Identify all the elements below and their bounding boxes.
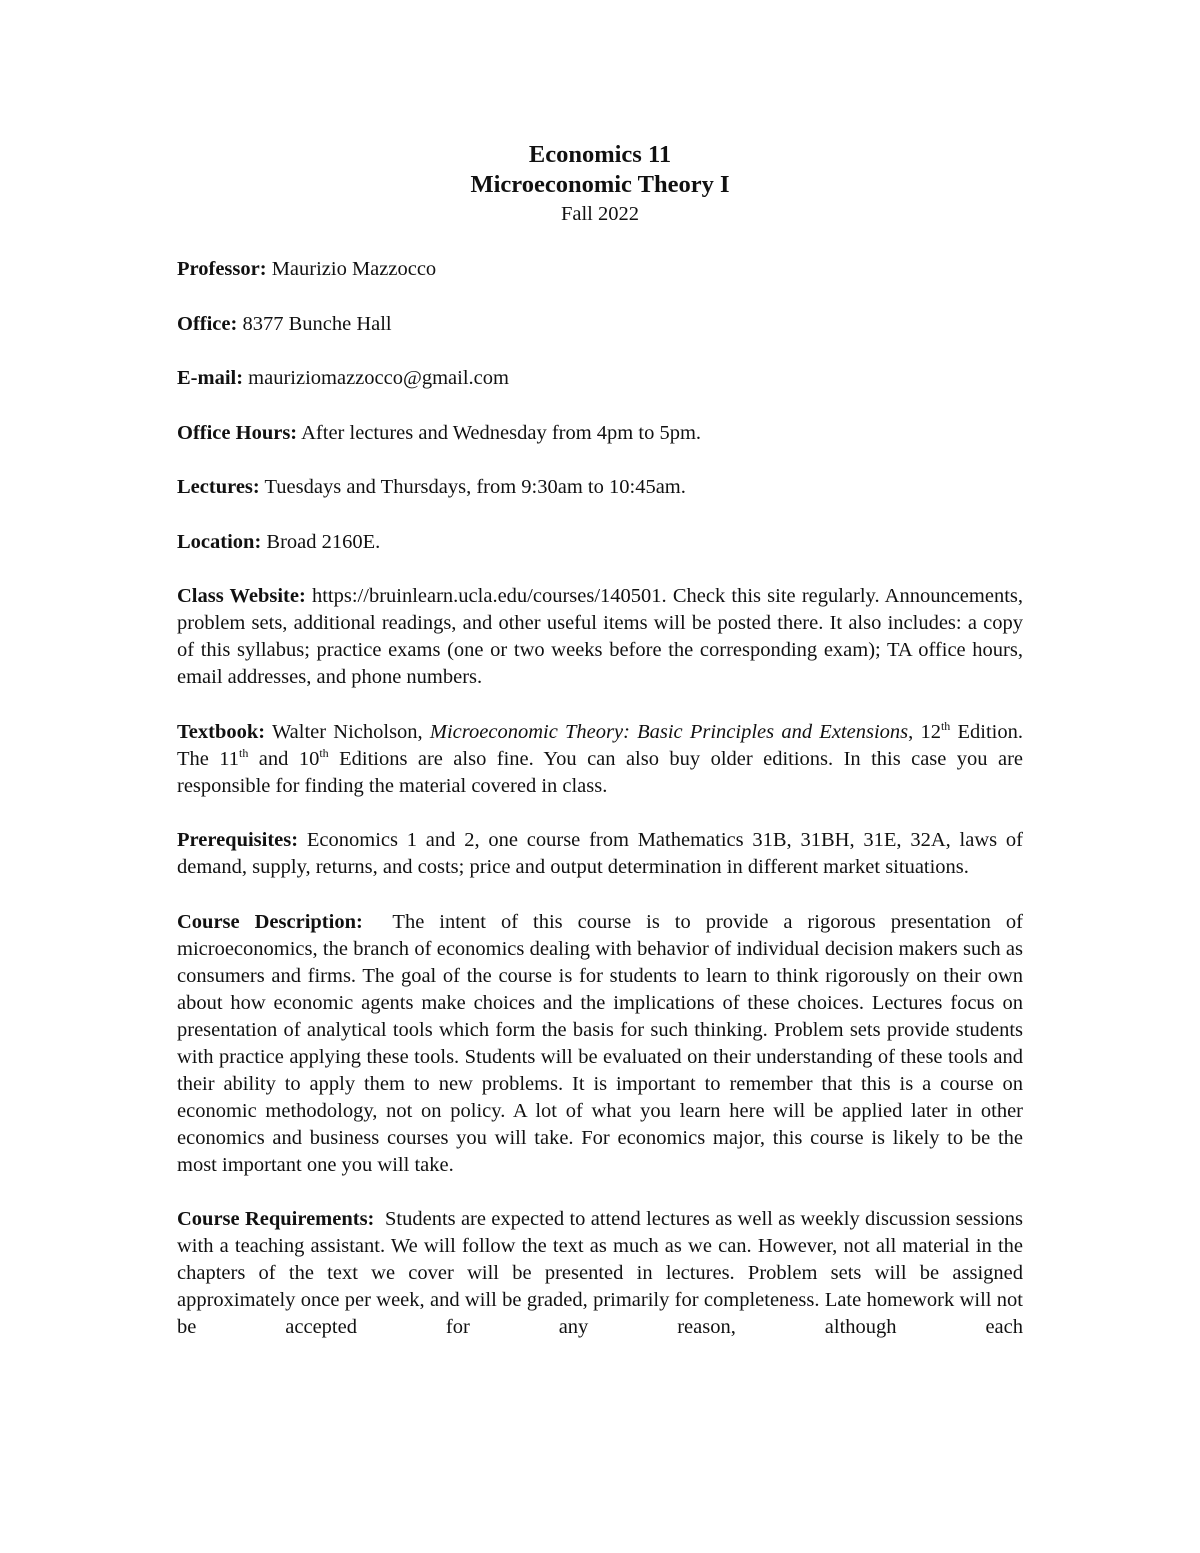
textbook-rest: Editions are also fine. You can also buy older editions. In this case you are responsible for finding the material covered in class. [177, 747, 1023, 797]
syllabus-header [177, 140, 1023, 228]
class-website-label: Class Website: [177, 585, 306, 607]
lectures-label: Lectures: [177, 476, 260, 498]
prerequisites-value: Economics 1 and 2, one course from Mathematics 31B, 31BH, 31E, 32A, laws of demand, supply, returns, and costs; price and output determination in different market situations. [177, 829, 1023, 878]
textbook-and: and [248, 747, 299, 770]
course-term: Fall 2022 [560, 203, 640, 225]
class-website-url[interactable]: https://bruinlearn.ucla.edu/courses/140501 [311, 585, 662, 607]
textbook-title: Microeconomic Theory: Basic Principles and Extensions [429, 720, 909, 743]
professor-label: Professor: [177, 258, 267, 280]
office-hours-label: Office Hours: [177, 421, 298, 444]
location-label: Location: [177, 530, 262, 553]
syllabus-page [177, 140, 1023, 1369]
textbook-ed12-num: 12 [920, 720, 941, 743]
prerequisites-label: Prerequisites: [177, 829, 299, 851]
professor-field [177, 256, 1023, 283]
email-field [177, 365, 1023, 392]
location-value: Broad 2160E. [266, 530, 381, 553]
email-value: mauriziomazzocco@gmail.com [248, 367, 509, 389]
course-requirements-label: Course Requirements: [177, 1208, 375, 1230]
textbook-comma: , [908, 720, 914, 743]
textbook-ed10-sup: th [319, 745, 329, 760]
textbook-field [177, 719, 1023, 800]
course-description-label: Course Description: [177, 910, 363, 933]
textbook-ed12-rest: Edition. The [177, 720, 1024, 770]
office-hours-value: After lectures and Wednesday from 4pm to 5pm. [301, 421, 702, 444]
email-label: E-mail: [177, 367, 244, 389]
class-website-text: . Check this site regularly. Announcements, problem sets, additional readings, and other useful items will be posted there. It also includes: a copy of this syllabus; practice exams (one or two weeks before the corresponding exam); TA office hours, email addresses, and phone numbers. [177, 585, 1023, 688]
office-hours-field [177, 420, 1023, 447]
textbook-label: Textbook: [177, 720, 266, 743]
textbook-author: Walter Nicholson, [271, 720, 430, 743]
professor-value: Maurizio Mazzocco [271, 258, 437, 280]
prerequisites-field [177, 827, 1023, 881]
course-description-value: The intent of this course is to provide a rigorous presentation of microeconomics, the branch of economics dealing with behavior of individual decision makers such as consumers and firms. The goal of the course is for students to learn to think rigorously on their own about how economic agents make choices and the implications of these choices. Lectures focus on presentation of analytical tools which form the basis for such thinking. Problem sets provide students with practice applying these tools. Students will be evaluated on their understanding of these tools and their ability to apply them to new problems. It is important to remember that this is a course on economic methodology, not on policy. A lot of what you learn here will be applied later in other economics and business courses you will take. For economics major, this course is likely to be the most important one you will take. [177, 910, 1023, 1176]
course-description-field [177, 909, 1023, 1179]
course-requirements-value: Students are expected to attend lectures as well as weekly discussion sessions with a teaching assistant. We will follow the text as much as we can. However, not all material in the chapters of the text we cover will be presented in lectures. Problem sets will be assigned approximately once per week, and will be graded, primarily for completeness. Late homework will not be accepted for any reason, although each [177, 1208, 1023, 1338]
lectures-value: Tuesdays and Thursdays, from 9:30am to 10:45am. [264, 476, 686, 498]
office-value: 8377 Bunche Hall [242, 312, 392, 335]
course-requirements-field [177, 1206, 1023, 1341]
course-number: Economics 11 [528, 141, 672, 168]
office-field [177, 311, 1023, 338]
textbook-ed10-num: 10 [298, 747, 320, 770]
lectures-field [177, 474, 1023, 501]
course-title: Microeconomic Theory I [470, 171, 730, 198]
textbook-ed11-sup: th [239, 745, 249, 760]
textbook-ed12-sup: th [940, 718, 951, 733]
location-field [177, 529, 1023, 556]
textbook-ed11-num: 11 [219, 747, 240, 770]
office-label: Office: [177, 312, 238, 335]
class-website-field [177, 583, 1023, 691]
